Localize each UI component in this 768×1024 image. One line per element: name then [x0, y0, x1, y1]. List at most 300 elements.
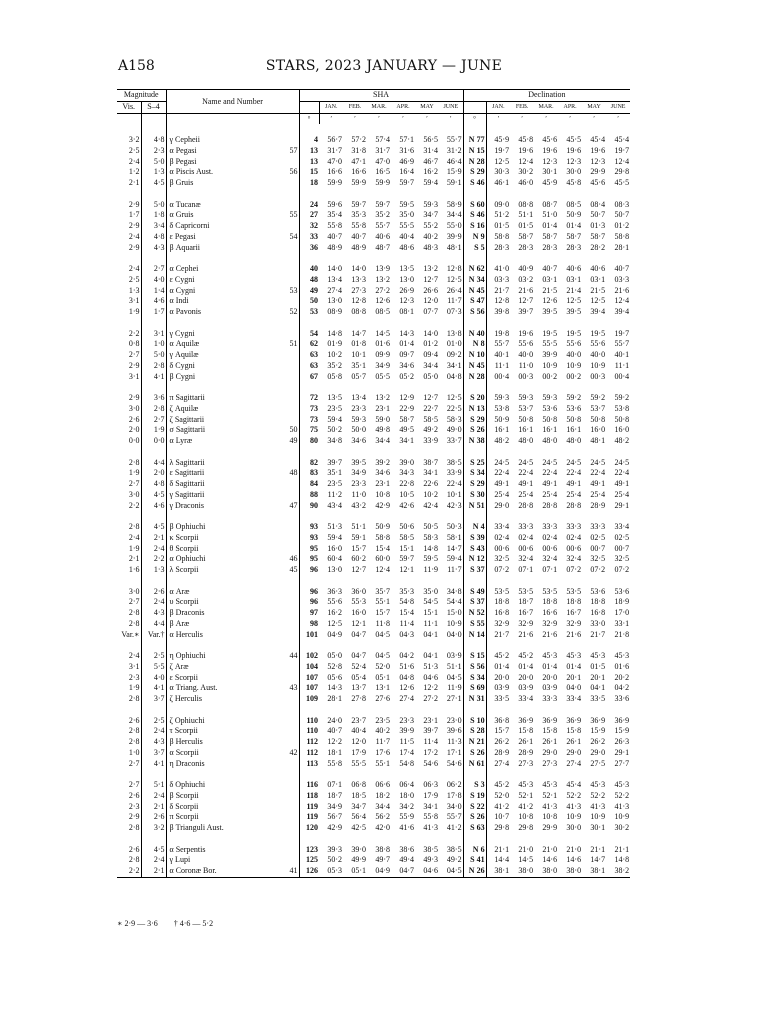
- sha-apr: 39·9: [399, 726, 415, 736]
- minute-unit: ′: [330, 114, 333, 123]
- dec-june: 00·4: [614, 371, 630, 381]
- sha-feb: 59·9: [351, 178, 367, 187]
- sha-feb: 42·5: [351, 823, 367, 832]
- dec-apr: 33·4: [566, 694, 582, 703]
- sha-jan: 18·7: [327, 790, 343, 800]
- sha-may: 38·5: [423, 844, 439, 854]
- dec-june: 15·9: [614, 726, 630, 736]
- dec-jan: 32·9: [494, 618, 510, 628]
- sha-may: 07·7: [423, 307, 439, 316]
- star-number: [279, 296, 299, 307]
- minute-unit: ′: [439, 113, 463, 124]
- dec-degrees: S 26: [463, 812, 486, 823]
- sha-june: 04·5: [439, 673, 463, 684]
- sha-mar: 34·4: [375, 801, 391, 811]
- sha-degrees: 82: [310, 457, 319, 467]
- star-number: 42: [279, 748, 299, 759]
- sha-jan: 59·9: [327, 178, 343, 187]
- s4-magnitude: 4·3: [141, 608, 166, 619]
- dec-jan: 21·7: [494, 285, 510, 295]
- vis-magnitude: 2·8: [117, 619, 141, 630]
- sha-june: 15·0: [439, 608, 463, 619]
- dec-feb: 38·0: [510, 866, 534, 877]
- dec-june: 17·0: [614, 608, 630, 617]
- dec-june: 18·9: [614, 597, 630, 607]
- vis-magnitude: 0·8: [117, 339, 141, 350]
- star-row: [117, 694, 630, 705]
- sha-apr: 15·1: [399, 543, 415, 553]
- sha-june: 38·5: [439, 458, 463, 469]
- dec-apr: 30·0: [566, 823, 582, 832]
- page-number: A158: [118, 58, 155, 74]
- dec-jan: 14·4: [494, 855, 510, 865]
- s4-magnitude: 4·1: [141, 372, 166, 383]
- s4-magnitude: 4·6: [141, 296, 166, 307]
- sha-feb: 34·9: [351, 468, 367, 478]
- sha-june: 34·4: [439, 210, 463, 221]
- sha-apr: 51·6: [399, 661, 415, 671]
- sha-feb: 34·7: [351, 801, 367, 811]
- star-number: 44: [279, 651, 299, 662]
- dec-mar: 53·6: [542, 403, 558, 413]
- star-name: ζ Aræ: [169, 661, 189, 671]
- star-row: [117, 737, 630, 748]
- sha-jan: 51·3: [327, 522, 343, 531]
- dec-jan: 55·7: [494, 339, 510, 349]
- sha-feb: 39·5: [351, 457, 367, 467]
- sha-apr: 22·8: [399, 479, 415, 488]
- dec-degrees: S 19: [463, 791, 486, 802]
- star-number: [279, 221, 299, 232]
- sha-may: 17·2: [423, 747, 439, 757]
- sha-may: 12·7: [423, 393, 439, 402]
- star-row: [117, 608, 630, 619]
- sha-may: 59·5: [423, 554, 439, 564]
- dec-degrees: S 60: [463, 200, 486, 211]
- dec-degrees: S 55: [463, 619, 486, 630]
- dec-jan: 24·5: [494, 457, 510, 467]
- star-name: β Ophiuchi: [169, 522, 206, 531]
- sha-jan: 05·3: [319, 866, 343, 877]
- dec-may: 21·1: [590, 844, 606, 854]
- dec-feb: 25·4: [518, 489, 534, 499]
- star-row: [117, 565, 630, 576]
- dec-degrees: S 56: [463, 662, 486, 673]
- dec-mar: 20·0: [542, 672, 558, 682]
- vis-magnitude: 2·4: [117, 157, 141, 168]
- sha-june: 04·0: [439, 630, 463, 641]
- dec-mar: 22·4: [542, 468, 558, 478]
- dec-june: 19·7: [614, 145, 630, 155]
- star-name: α Aquilæ: [169, 339, 200, 349]
- dec-apr: 36·9: [566, 715, 582, 725]
- sha-apr: 04·2: [399, 651, 415, 660]
- star-row: [117, 458, 630, 469]
- sha-month-4: MAY: [420, 103, 434, 110]
- sha-may: 35·0: [423, 586, 439, 596]
- sha-jan: 01·9: [327, 339, 343, 349]
- s4-magnitude: 5·5: [141, 662, 166, 673]
- sha-apr: 55·9: [399, 812, 415, 822]
- star-row: [117, 759, 630, 770]
- dec-may: 45·3: [590, 780, 606, 789]
- dec-jan: 16·1: [494, 425, 510, 435]
- sha-apr: 34·1: [399, 436, 415, 445]
- dec-may: 29·9: [590, 167, 606, 177]
- dec-apr: 45·3: [566, 651, 582, 660]
- star-row: [117, 232, 630, 243]
- sha-jan: 48·9: [327, 242, 343, 252]
- dec-feb: 21·6: [518, 629, 534, 639]
- dec-jan: 52·0: [494, 790, 510, 800]
- dec-june: 40·1: [614, 350, 630, 359]
- minute-unit: ′: [354, 114, 356, 123]
- sha-mar: 27·6: [375, 694, 391, 703]
- dec-apr: 16·1: [566, 425, 582, 435]
- s4-magnitude: 1·3: [141, 167, 166, 178]
- dec-jan: 38·1: [486, 866, 510, 877]
- sha-degrees: 72: [310, 393, 319, 402]
- dec-degrees: N 10: [463, 350, 486, 361]
- sha-jan: 27·4: [327, 285, 343, 295]
- dec-apr: 20·1: [566, 672, 582, 682]
- s4-magnitude: 2·5: [141, 716, 166, 727]
- dec-may: 10·9: [590, 812, 606, 822]
- dec-mar: 21·6: [542, 629, 558, 639]
- s4-magnitude: 2·4: [141, 791, 166, 802]
- dec-mar: 50·8: [542, 414, 558, 424]
- vis-magnitude: 2·3: [117, 673, 141, 684]
- star-name: α Tucanæ: [169, 199, 201, 209]
- star-number: [279, 243, 299, 254]
- dec-may: 12·3: [590, 156, 606, 166]
- sha-jan: 13·0: [327, 565, 343, 574]
- dec-feb: 28·8: [518, 500, 534, 510]
- dec-mar: 16·1: [542, 425, 558, 435]
- sha-apr: 12·6: [399, 683, 415, 693]
- footnotes: [117, 919, 227, 928]
- sha-june: 22·4: [439, 479, 463, 490]
- sha-may: 11·4: [423, 737, 439, 746]
- sha-apr: 13·0: [399, 274, 415, 284]
- sha-mar: 05·1: [375, 672, 391, 682]
- sha-degrees: 48: [310, 274, 319, 284]
- vis-magnitude: 2·6: [117, 716, 141, 727]
- sha-may: 58·3: [423, 532, 439, 542]
- s4-magnitude: 2·1: [141, 866, 166, 877]
- sha-apr: 40·4: [399, 231, 415, 241]
- sha-may: 58·5: [423, 414, 439, 424]
- dec-june: 48·2: [614, 436, 630, 445]
- dec-apr: 02·4: [566, 532, 582, 542]
- dec-jan: 45·9: [494, 135, 510, 144]
- sha-feb: 18·5: [351, 790, 367, 800]
- vis-header: Vis.: [117, 101, 141, 113]
- sha-degrees: 33: [310, 231, 319, 241]
- sha-mar: 06·6: [375, 780, 391, 789]
- star-name: λ Sagittarii: [169, 457, 205, 467]
- sha-june: 58·3: [439, 415, 463, 426]
- star-name: α Triang. Aust.: [169, 683, 218, 693]
- dec-jan: 19·8: [494, 328, 510, 338]
- dec-degrees: N 26: [463, 866, 486, 877]
- dec-june: 01·2: [614, 221, 630, 230]
- star-name: π Sagittarii: [169, 393, 205, 402]
- sha-degrees: 27: [310, 210, 319, 220]
- dec-apr: 40·0: [566, 350, 582, 359]
- sha-mar: 23·5: [375, 715, 391, 725]
- sha-mar: 35·7: [375, 586, 391, 596]
- sha-degrees: 123: [306, 844, 319, 854]
- sha-june: 23·0: [439, 716, 463, 727]
- dec-mar: 12·6: [542, 296, 558, 306]
- dec-jan: 29·8: [494, 823, 510, 832]
- dec-apr: 40·6: [566, 264, 582, 273]
- dec-degrees: N 34: [463, 275, 486, 286]
- dec-june: 30·2: [614, 823, 630, 832]
- dec-degrees: N 77: [463, 135, 486, 146]
- dec-jan: 25·4: [494, 489, 510, 499]
- dec-apr: 48·0: [566, 436, 582, 445]
- dec-feb: 40·9: [518, 264, 534, 273]
- sha-mar: 11·7: [375, 737, 391, 746]
- sha-degrees: 107: [306, 672, 319, 682]
- sha-degrees: 36: [310, 242, 319, 252]
- dec-may: 45·6: [590, 178, 606, 187]
- vis-magnitude: 1·3: [117, 286, 141, 297]
- sha-jan: 35·4: [327, 210, 343, 220]
- dec-apr: 32·9: [566, 618, 582, 628]
- dec-jan: 49·1: [494, 479, 510, 488]
- dec-jan: 53·8: [494, 403, 510, 413]
- dec-mar: 14·6: [542, 855, 558, 865]
- dec-may: 53·6: [590, 586, 606, 596]
- dec-may: 50·8: [590, 414, 606, 424]
- s4-magnitude: 4·5: [141, 522, 166, 533]
- dec-may: 07·2: [590, 565, 606, 574]
- sha-june: 10·9: [439, 619, 463, 630]
- dec-degrees: N 40: [463, 329, 486, 340]
- sha-june: 09·2: [439, 350, 463, 361]
- star-row: [117, 404, 630, 415]
- sha-jan: 39·7: [327, 457, 343, 467]
- dec-degrees: S 69: [463, 683, 486, 694]
- vis-magnitude: 2·2: [117, 329, 141, 340]
- sha-degrees: 40: [310, 264, 319, 273]
- star-number: [279, 200, 299, 211]
- vis-magnitude: Var.∗: [117, 630, 141, 641]
- dec-apr: 00·2: [566, 371, 582, 381]
- dec-may: 58·7: [590, 231, 606, 241]
- sha-degrees: 18: [310, 178, 319, 187]
- star-name: τ Scorpii: [169, 726, 198, 736]
- decl-month-1: FEB.: [515, 103, 529, 110]
- dec-degrees: S 26: [463, 425, 486, 436]
- sha-jan: 12·2: [327, 737, 343, 746]
- sha-degrees: 102: [306, 651, 319, 660]
- star-name: θ Scorpii: [169, 543, 199, 553]
- dec-mar: 21·5: [542, 285, 558, 295]
- dec-june: 36·9: [614, 715, 630, 725]
- dec-degrees: N 61: [463, 759, 486, 770]
- sha-feb: 04·7: [351, 651, 367, 660]
- dec-apr: 16·7: [566, 608, 582, 617]
- dec-feb: 19·6: [518, 145, 534, 155]
- dec-mar: 41·3: [542, 801, 558, 811]
- sha-june: 04·5: [439, 866, 463, 877]
- star-name: α Pegasi: [169, 145, 197, 155]
- dec-apr: 30·0: [566, 167, 582, 177]
- dec-june: 19·7: [614, 328, 630, 338]
- dec-degrees: N 31: [463, 694, 486, 705]
- star-name: υ Scorpii: [169, 597, 199, 607]
- sha-mar: 42·9: [375, 500, 391, 510]
- declination-header: Declination: [463, 90, 630, 102]
- sha-jan: 43·4: [327, 500, 343, 510]
- sha-mar: 58·8: [375, 532, 391, 542]
- sha-may: 26·6: [423, 285, 439, 295]
- vis-magnitude: 2·2: [117, 866, 141, 877]
- minute-unit: ′: [497, 114, 500, 123]
- sha-feb: 40·4: [351, 726, 367, 736]
- sha-may: 41·3: [423, 823, 439, 832]
- sha-jan: 39·3: [327, 844, 343, 854]
- dec-feb: 52·1: [518, 790, 534, 800]
- sha-feb: 12·1: [351, 618, 367, 628]
- vis-magnitude: 2·2: [117, 501, 141, 512]
- star-row: [117, 554, 630, 565]
- star-name: γ Cygni: [169, 328, 195, 338]
- sha-mar: 23·1: [375, 403, 391, 413]
- dec-feb: 33·4: [518, 694, 534, 703]
- sha-may: 04·6: [423, 672, 439, 682]
- dec-jan: 15·7: [494, 726, 510, 736]
- sha-degrees: 110: [306, 726, 319, 736]
- star-row: [117, 146, 630, 157]
- dec-mar: 48·0: [542, 436, 558, 445]
- sha-feb: 04·7: [351, 629, 367, 639]
- sha-jan: 35·1: [327, 468, 343, 478]
- dec-june: 59·2: [614, 393, 630, 402]
- sha-apr: 06·4: [399, 780, 415, 789]
- vis-magnitude: 2·6: [117, 845, 141, 856]
- star-name: α Lyræ: [169, 436, 193, 445]
- sha-apr: 59·5: [399, 199, 415, 209]
- star-number: [279, 522, 299, 533]
- sha-degrees: 95: [310, 543, 319, 553]
- vis-magnitude: 2·4: [117, 533, 141, 544]
- dec-june: 04·2: [614, 683, 630, 693]
- sha-jan: 34·8: [327, 436, 343, 445]
- dec-degrees: N 6: [463, 845, 486, 856]
- vis-magnitude: 1·2: [117, 167, 141, 178]
- dec-feb: 51·1: [518, 210, 534, 220]
- dec-degrees: N 45: [463, 361, 486, 372]
- sha-june: 15·9: [439, 167, 463, 178]
- sha-feb: 59·3: [351, 414, 367, 424]
- dec-june: 25·4: [614, 489, 630, 499]
- star-row: [117, 329, 630, 340]
- sha-degrees: 120: [306, 823, 319, 832]
- dec-apr: 28·8: [566, 500, 582, 510]
- sha-feb: 14·7: [351, 328, 367, 338]
- sha-june: 58·9: [439, 200, 463, 211]
- dec-may: 22·4: [590, 468, 606, 478]
- star-row: [117, 866, 630, 877]
- sha-jan: 42·9: [327, 823, 343, 832]
- sha-june: 41·2: [439, 823, 463, 834]
- sha-feb: 27·3: [351, 285, 367, 295]
- sha-degrees: 96: [310, 597, 319, 607]
- star-number: 41: [279, 866, 299, 877]
- sha-degrees: 49: [310, 285, 319, 295]
- sha-mar: 01·6: [375, 339, 391, 349]
- dec-mar: 00·6: [542, 543, 558, 553]
- vis-magnitude: 2·7: [117, 780, 141, 791]
- sha-apr: 13·5: [399, 264, 415, 273]
- dec-degrees: N 21: [463, 737, 486, 748]
- sha-mar: 39·2: [375, 457, 391, 467]
- sha-apr: 26·9: [399, 285, 415, 295]
- dec-degrees: S 47: [463, 296, 486, 307]
- sha-month-3: APR.: [396, 103, 410, 110]
- dec-feb: 28·9: [518, 747, 534, 757]
- dec-degrees: S 29: [463, 479, 486, 490]
- sha-may: 39·7: [423, 726, 439, 736]
- dec-degrees: S 49: [463, 587, 486, 598]
- dec-degrees: N 38: [463, 436, 486, 447]
- sha-apr: 42·6: [399, 500, 415, 510]
- dec-feb: 12·4: [518, 156, 534, 166]
- sha-degrees: 126: [299, 866, 319, 877]
- dec-feb: 18·7: [518, 597, 534, 607]
- sha-apr: 49·5: [399, 425, 415, 435]
- dec-degrees: N 13: [463, 404, 486, 415]
- sha-feb: 23·3: [351, 479, 367, 488]
- dec-may: 10·9: [590, 360, 606, 370]
- s4-magnitude: 4·3: [141, 243, 166, 254]
- sha-degrees: 54: [310, 328, 319, 338]
- star-name: ζ Herculis: [169, 694, 202, 703]
- sha-degrees: 110: [306, 715, 319, 725]
- s4-magnitude: 3·2: [141, 823, 166, 834]
- sha-may: 49·2: [423, 425, 439, 435]
- dec-may: 50·7: [590, 210, 606, 220]
- s4-magnitude: 4·5: [141, 178, 166, 189]
- dec-degrees: S 28: [463, 726, 486, 737]
- star-name: γ Cepheii: [169, 135, 200, 144]
- star-name: κ Scorpii: [169, 532, 199, 542]
- sha-degrees: 62: [310, 339, 319, 349]
- dec-jan: 22·4: [494, 468, 510, 478]
- sha-feb: 48·9: [351, 242, 367, 252]
- sha-june: 54·6: [439, 759, 463, 770]
- sha-mar: 34·4: [375, 436, 391, 445]
- vis-magnitude: 1·9: [117, 544, 141, 555]
- star-name: β Draconis: [169, 608, 205, 617]
- dec-mar: 39·9: [542, 350, 558, 359]
- sha-june: 46·4: [439, 157, 463, 168]
- sha-june: 14·7: [439, 544, 463, 555]
- sha-jan: 10·2: [327, 350, 343, 359]
- sha-degrees: 96: [310, 565, 319, 574]
- dec-feb: 00·6: [518, 543, 534, 553]
- s4-magnitude: 2·8: [141, 361, 166, 372]
- sha-june: 39·6: [439, 726, 463, 737]
- sha-apr: 17·4: [399, 747, 415, 757]
- sha-may: 46·7: [423, 156, 439, 166]
- star-name: α Cephei: [169, 264, 199, 273]
